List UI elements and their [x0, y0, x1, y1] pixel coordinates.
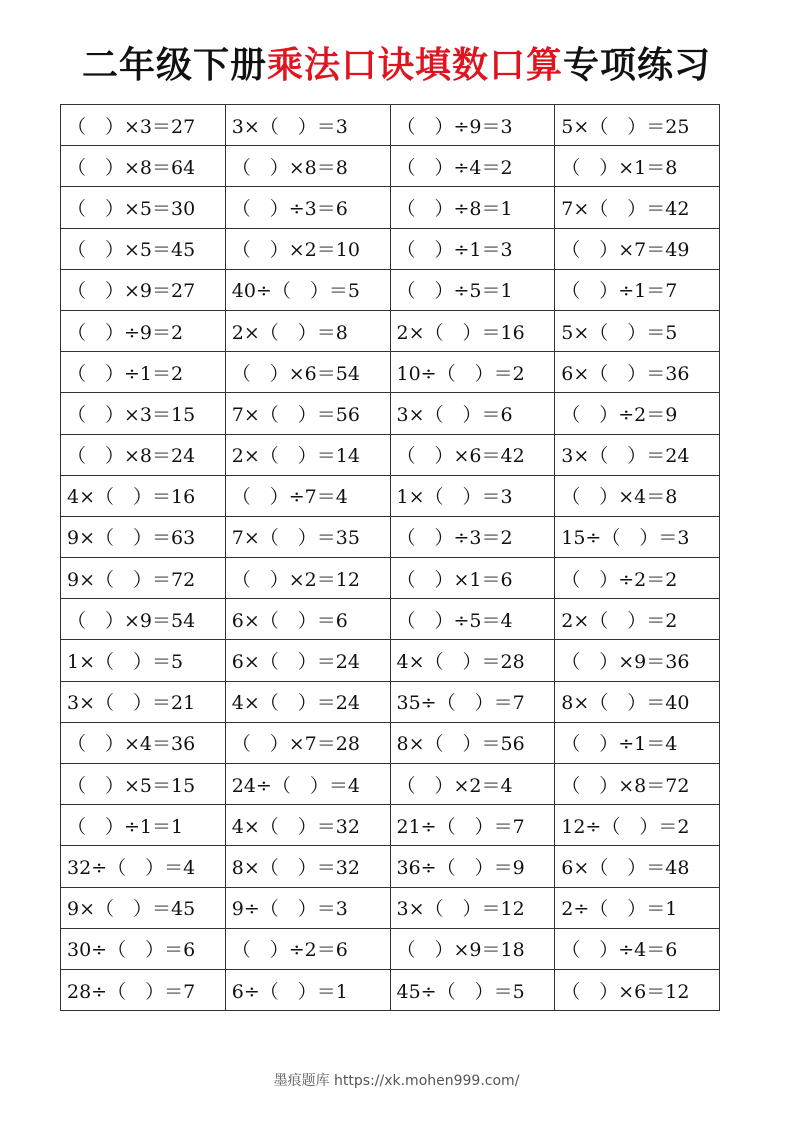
exercise-cell: 8×（ ）＝40	[555, 681, 720, 722]
exercise-cell: （ ）×7＝28	[225, 722, 390, 763]
table-row	[61, 434, 720, 475]
exercise-cell: （ ）×3＝27	[61, 105, 226, 146]
exercise-cell: （ ）÷5＝4	[390, 599, 555, 640]
table-row	[61, 846, 720, 887]
exercise-cell: （ ）×8＝8	[225, 146, 390, 187]
exercise-cell: （ ）×9＝54	[61, 599, 226, 640]
table-row	[61, 146, 720, 187]
exercise-cell: （ ）÷9＝3	[390, 105, 555, 146]
exercise-cell: （ ）×6＝12	[555, 969, 720, 1010]
exercise-cell: 3×（ ）＝12	[390, 887, 555, 928]
table-row	[61, 310, 720, 351]
exercise-cell: （ ）×8＝24	[61, 434, 226, 475]
exercise-cell: 24÷（ ）＝4	[225, 764, 390, 805]
exercise-cell: （ ）×4＝8	[555, 475, 720, 516]
exercise-cell: （ ）÷1＝4	[555, 722, 720, 763]
exercise-cell: （ ）×9＝27	[61, 269, 226, 310]
exercise-cell: 28÷（ ）＝7	[61, 969, 226, 1010]
exercise-cell: 10÷（ ）＝2	[390, 352, 555, 393]
exercise-cell: （ ）÷1＝1	[61, 805, 226, 846]
exercise-cell: 3×（ ）＝24	[555, 434, 720, 475]
exercise-cell: 12÷（ ）＝2	[555, 805, 720, 846]
exercise-cell: （ ）×9＝36	[555, 640, 720, 681]
title-part-topic: 乘法口诀填数口算	[266, 45, 563, 86]
exercise-cell: （ ）×1＝8	[555, 146, 720, 187]
exercise-cell: （ ）÷7＝4	[225, 475, 390, 516]
table-row	[61, 805, 720, 846]
exercise-cell: （ ）×5＝15	[61, 764, 226, 805]
exercise-cell: 30÷（ ）＝6	[61, 928, 226, 969]
exercise-cell: 2×（ ）＝14	[225, 434, 390, 475]
exercise-cell: 8×（ ）＝56	[390, 722, 555, 763]
exercise-cell: （ ）×8＝72	[555, 764, 720, 805]
exercise-cell: （ ）×5＝45	[61, 228, 226, 269]
table-row	[61, 599, 720, 640]
exercise-cell: 1×（ ）＝3	[390, 475, 555, 516]
exercise-cell: （ ）÷4＝2	[390, 146, 555, 187]
exercise-cell: 6÷（ ）＝1	[225, 969, 390, 1010]
exercise-cell: 7×（ ）＝35	[225, 516, 390, 557]
exercise-cell: （ ）÷1＝2	[61, 352, 226, 393]
exercise-cell: 6×（ ）＝6	[225, 599, 390, 640]
table-row	[61, 352, 720, 393]
exercise-cell: （ ）×6＝54	[225, 352, 390, 393]
exercise-cell: 4×（ ）＝24	[225, 681, 390, 722]
table-row	[61, 722, 720, 763]
exercise-cell: （ ）×8＝64	[61, 146, 226, 187]
exercise-cell: 21÷（ ）＝7	[390, 805, 555, 846]
exercise-cell: （ ）×2＝12	[225, 558, 390, 599]
exercise-cell: 4×（ ）＝32	[225, 805, 390, 846]
exercise-cell: 40÷（ ）＝5	[225, 269, 390, 310]
table-row	[61, 516, 720, 557]
exercise-cell: 9÷（ ）＝3	[225, 887, 390, 928]
exercise-cell: 2×（ ）＝8	[225, 310, 390, 351]
exercise-cell: 2÷（ ）＝1	[555, 887, 720, 928]
exercise-cell: （ ）÷3＝2	[390, 516, 555, 557]
exercise-cell: 9×（ ）＝63	[61, 516, 226, 557]
title-part-practice: 专项练习	[563, 45, 712, 86]
table-row	[61, 475, 720, 516]
exercise-cell: （ ）÷5＝1	[390, 269, 555, 310]
exercise-cell: （ ）÷2＝9	[555, 393, 720, 434]
exercise-cell: 3×（ ）＝21	[61, 681, 226, 722]
exercise-cell: 3×（ ）＝3	[225, 105, 390, 146]
table-row	[61, 228, 720, 269]
exercise-cell: 32÷（ ）＝4	[61, 846, 226, 887]
exercise-cell: 5×（ ）＝5	[555, 310, 720, 351]
exercise-cell: （ ）×2＝4	[390, 764, 555, 805]
exercise-cell: （ ）×3＝15	[61, 393, 226, 434]
exercise-cell: 2×（ ）＝2	[555, 599, 720, 640]
exercise-cell: 2×（ ）＝16	[390, 310, 555, 351]
title-part-grade: 二年级下册	[81, 45, 267, 86]
exercise-cell: 9×（ ）＝72	[61, 558, 226, 599]
table-row	[61, 887, 720, 928]
exercise-cell: （ ）÷2＝2	[555, 558, 720, 599]
exercise-cell: （ ）×6＝42	[390, 434, 555, 475]
exercise-cell: （ ）÷2＝6	[225, 928, 390, 969]
exercise-cell: （ ）×9＝18	[390, 928, 555, 969]
exercise-cell: 15÷（ ）＝3	[555, 516, 720, 557]
exercise-cell: 4×（ ）＝28	[390, 640, 555, 681]
exercise-cell: 9×（ ）＝45	[61, 887, 226, 928]
exercise-cell: 7×（ ）＝56	[225, 393, 390, 434]
table-row	[61, 764, 720, 805]
exercise-cell: 1×（ ）＝5	[61, 640, 226, 681]
exercise-cell: 8×（ ）＝32	[225, 846, 390, 887]
exercise-cell: 6×（ ）＝36	[555, 352, 720, 393]
table-row	[61, 640, 720, 681]
exercise-cell: （ ）÷1＝7	[555, 269, 720, 310]
exercise-cell: 45÷（ ）＝5	[390, 969, 555, 1010]
table-row	[61, 269, 720, 310]
table-row	[61, 969, 720, 1010]
exercise-cell: （ ）×2＝10	[225, 228, 390, 269]
table-row	[61, 558, 720, 599]
exercise-cell: 6×（ ）＝24	[225, 640, 390, 681]
exercise-cell: （ ）×1＝6	[390, 558, 555, 599]
table-row	[61, 681, 720, 722]
exercise-cell: （ ）÷9＝2	[61, 310, 226, 351]
exercise-cell: 7×（ ）＝42	[555, 187, 720, 228]
exercise-cell: 35÷（ ）＝7	[390, 681, 555, 722]
exercise-cell: （ ）×5＝30	[61, 187, 226, 228]
exercise-cell: （ ）×4＝36	[61, 722, 226, 763]
exercise-cell: （ ）÷1＝3	[390, 228, 555, 269]
exercise-cell: 4×（ ）＝16	[61, 475, 226, 516]
exercise-cell: （ ）÷3＝6	[225, 187, 390, 228]
table-row	[61, 928, 720, 969]
table-row	[61, 187, 720, 228]
exercise-cell: 36÷（ ）＝9	[390, 846, 555, 887]
exercise-cell: 3×（ ）＝6	[390, 393, 555, 434]
exercise-cell: （ ）÷4＝6	[555, 928, 720, 969]
exercise-cell: 6×（ ）＝48	[555, 846, 720, 887]
exercise-table	[60, 104, 720, 1011]
exercise-cell: 5×（ ）＝25	[555, 105, 720, 146]
page-title	[0, 38, 793, 94]
table-row	[61, 105, 720, 146]
table-row	[61, 393, 720, 434]
footer-source: 墨痕题库 https://xk.mohen999.com/	[273, 1073, 520, 1089]
exercise-cell: （ ）÷8＝1	[390, 187, 555, 228]
exercise-cell: （ ）×7＝49	[555, 228, 720, 269]
